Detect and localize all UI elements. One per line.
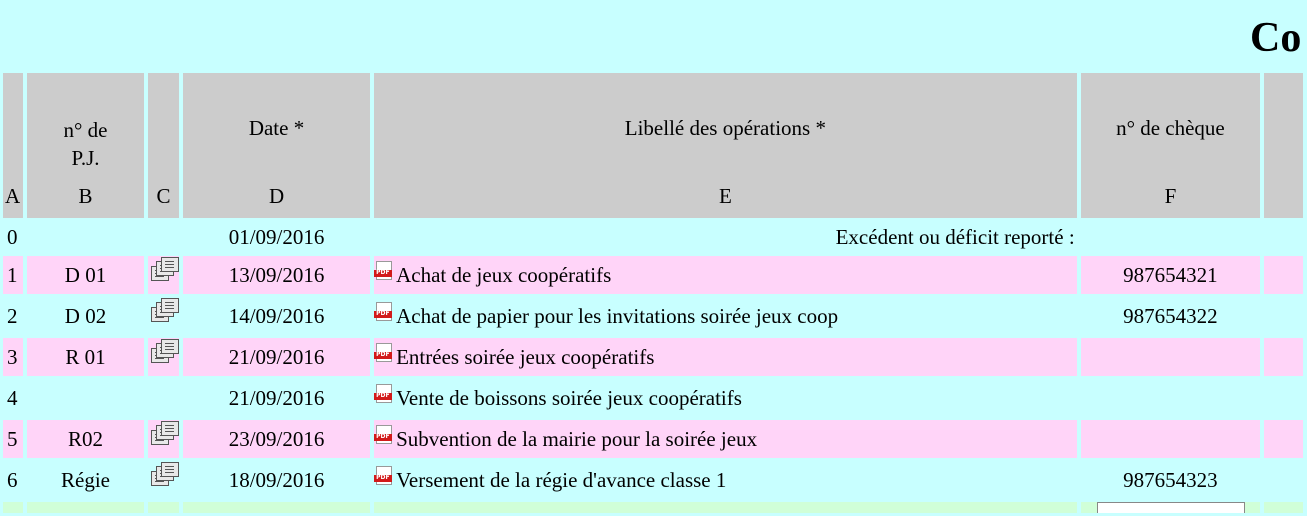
row-cheque[interactable]: 987654322 (1081, 297, 1261, 335)
attachment-files-icon[interactable] (151, 462, 177, 486)
row-label-text: Entrées soirée jeux coopératifs (396, 344, 655, 369)
row-pj[interactable]: R02 (27, 420, 144, 458)
row-cheque[interactable] (1081, 379, 1261, 417)
pdf-icon[interactable]: PDF (374, 343, 392, 363)
row-label-text: Versement de la régie d'avance classe 1 (396, 467, 727, 492)
pdf-icon[interactable]: PDF (374, 384, 392, 404)
row-label[interactable] (374, 338, 1077, 376)
row-pj[interactable]: Régie (27, 461, 144, 499)
row-pj[interactable]: D 02 (27, 297, 144, 335)
row-label-text: Subvention de la mairie pour la soirée jeux (396, 426, 758, 451)
row-label-text: Vente de boissons soirée jeux coopératifs (396, 385, 742, 410)
row-date[interactable]: 21/09/2016 (183, 379, 370, 417)
header-col-d: Date * D (183, 73, 370, 218)
table-row (3, 256, 1303, 294)
row-label-text: Achat de jeux coopératifs (396, 262, 612, 287)
row-extra (1264, 256, 1303, 294)
row-date[interactable]: 18/09/2016 (183, 461, 370, 499)
header-col-a: A (3, 73, 23, 218)
page-title: Co (1250, 15, 1302, 61)
pdf-icon[interactable]: PDF (374, 302, 392, 322)
row-date[interactable]: 14/09/2016 (183, 297, 370, 335)
table-row (3, 297, 1303, 335)
row-label[interactable] (374, 297, 1077, 335)
partial-row (3, 502, 1303, 513)
row-pj[interactable]: D 01 (27, 256, 144, 294)
row-attach[interactable] (148, 461, 179, 499)
row-number: 4 (3, 379, 23, 417)
row-extra (1264, 461, 1303, 499)
row-cheque[interactable]: 987654323 (1081, 461, 1261, 499)
table-row (3, 461, 1303, 499)
pdf-icon[interactable]: PDF (374, 261, 392, 281)
row-extra (1264, 379, 1303, 417)
header-col-f: n° de chèque F (1081, 73, 1261, 218)
header-col-e: Libellé des opérations * E (374, 73, 1077, 218)
table-row (3, 379, 1303, 417)
header-col-b: n° de P.J. B (27, 73, 144, 218)
pdf-icon[interactable]: PDF (374, 466, 392, 486)
row-pj[interactable] (27, 379, 144, 417)
header-col-g (1264, 73, 1303, 218)
row-number: 6 (3, 461, 23, 499)
row-date: 01/09/2016 (228, 224, 325, 249)
carry-over-label: Excédent ou déficit reporté : (835, 224, 1075, 249)
row-cheque[interactable] (1081, 338, 1261, 376)
row-extra (1264, 420, 1303, 458)
row-attach[interactable] (148, 256, 179, 294)
row-number: 3 (3, 338, 23, 376)
row-number: 1 (3, 256, 23, 294)
row-extra (1264, 297, 1303, 335)
row-label[interactable] (374, 461, 1077, 499)
row-number: 2 (3, 297, 23, 335)
pdf-icon[interactable]: PDF (374, 425, 392, 445)
row-attach[interactable] (148, 338, 179, 376)
attachment-files-icon[interactable] (151, 298, 177, 322)
row-cheque[interactable]: 987654321 (1081, 256, 1261, 294)
row-label-text: Achat de papier pour les invitations soirée jeux coop (396, 303, 839, 328)
attachment-files-icon[interactable] (151, 339, 177, 363)
table-row (3, 338, 1303, 376)
row-extra (1264, 338, 1303, 376)
row-date[interactable]: 21/09/2016 (183, 338, 370, 376)
row-label[interactable] (374, 256, 1077, 294)
accounts-table (0, 70, 1307, 516)
table-row (3, 420, 1303, 458)
carry-over-row (3, 221, 1303, 253)
row-label[interactable] (374, 420, 1077, 458)
row-date[interactable]: 13/09/2016 (183, 256, 370, 294)
row-number: 0 (7, 224, 18, 249)
attachment-files-icon[interactable] (151, 257, 177, 281)
header-col-c: C (148, 73, 179, 218)
row-cheque[interactable] (1081, 420, 1261, 458)
header-row (3, 73, 1303, 218)
attachment-files-icon[interactable] (151, 421, 177, 445)
row-attach[interactable] (148, 379, 179, 417)
row-number: 5 (3, 420, 23, 458)
row-label[interactable] (374, 379, 1077, 417)
row-attach[interactable] (148, 297, 179, 335)
row-pj[interactable]: R 01 (27, 338, 144, 376)
row-attach[interactable] (148, 420, 179, 458)
cheque-input[interactable] (1097, 502, 1245, 513)
row-date[interactable]: 23/09/2016 (183, 420, 370, 458)
